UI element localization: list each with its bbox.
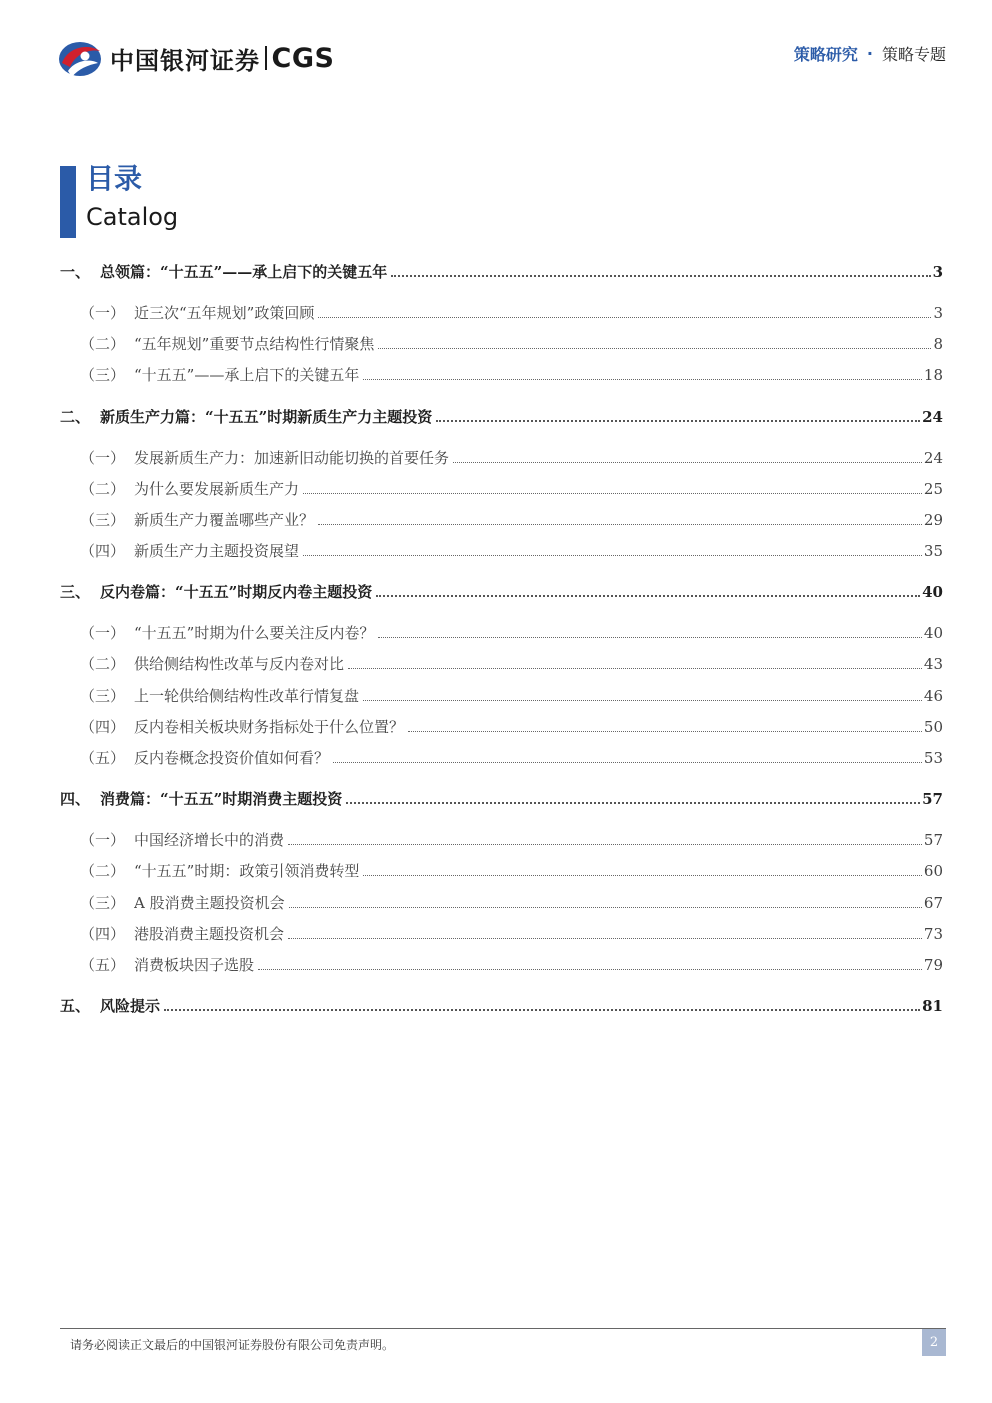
toc-entry-number: （一） xyxy=(80,449,126,467)
toc-entry-title: 新质生产力覆盖哪些产业？ xyxy=(134,511,315,529)
toc-entry-page: 24 xyxy=(923,449,943,467)
toc-entry-title: “十五五”——承上启下的关键五年 xyxy=(134,366,360,384)
toc-entry-number: 一、 xyxy=(60,263,91,281)
toc-subsection-entry[interactable] xyxy=(80,333,943,355)
page-number: 2 xyxy=(922,1329,946,1356)
category-label: 策略研究 xyxy=(793,45,858,64)
toc-entry-title: 反内卷相关板块财务指标处于什么位置？ xyxy=(134,718,405,736)
toc-entry-number: （二） xyxy=(80,480,126,498)
toc-section-entry[interactable] xyxy=(60,406,943,428)
toc-entry-number: 三、 xyxy=(60,583,91,601)
toc-entry-number: （三） xyxy=(80,366,126,384)
toc-dot-leader xyxy=(408,731,922,732)
toc-entry-number: （二） xyxy=(80,862,126,880)
toc-dot-leader xyxy=(363,700,922,701)
toc-entry-page: 29 xyxy=(923,511,943,529)
toc-dot-leader xyxy=(289,907,922,908)
toc-dot-leader xyxy=(318,524,922,525)
toc-subsection-entry[interactable] xyxy=(80,364,943,386)
toc-dot-leader xyxy=(346,802,920,804)
toc-entry-title: “十五五”时期：政策引领消费转型 xyxy=(134,862,360,880)
toc-entry-title: “十五五”时期为什么要关注反内卷？ xyxy=(134,624,375,642)
toc-entry-title: 反内卷概念投资价值如何看？ xyxy=(134,749,330,767)
toc-dot-leader xyxy=(378,348,931,349)
toc-entry-title: 中国经济增长中的消费 xyxy=(134,831,285,849)
toc-subsection-entry[interactable] xyxy=(80,860,943,882)
toc-entry-number: （三） xyxy=(80,511,126,529)
title-accent-bar xyxy=(60,166,76,238)
toc-entry-page: 60 xyxy=(923,862,943,880)
toc-subsection-entry[interactable] xyxy=(80,892,943,914)
toc-dot-leader xyxy=(258,969,922,970)
footer-disclaimer: 请务必阅读正文最后的中国银河证券股份有限公司免责声明。 xyxy=(70,1338,395,1352)
toc-entry-title: 总领篇：“十五五”——承上启下的关键五年 xyxy=(100,263,388,281)
report-type-label: 策略专题 xyxy=(881,45,946,64)
toc-dot-leader xyxy=(303,493,922,494)
toc-entry-title: 供给侧结构性改革与反内卷对比 xyxy=(134,655,345,673)
toc-dot-leader xyxy=(363,379,922,380)
toc-dot-leader xyxy=(376,595,920,597)
category-separator: · xyxy=(866,44,873,63)
toc-entry-title: 新质生产力篇：“十五五”时期新质生产力主题投资 xyxy=(100,408,433,426)
report-category xyxy=(794,42,946,65)
toc-subsection-entry[interactable] xyxy=(80,716,943,738)
logo-divider xyxy=(265,46,267,70)
toc-entry-title: 上一轮供给侧结构性改革行情复盘 xyxy=(134,687,360,705)
toc-section-entry[interactable] xyxy=(60,995,943,1017)
toc-dot-leader xyxy=(453,462,922,463)
toc-entry-number: （四） xyxy=(80,925,126,943)
toc-entry-page: 43 xyxy=(923,655,943,673)
toc-subsection-entry[interactable] xyxy=(80,653,943,675)
toc-entry-page: 18 xyxy=(923,366,943,384)
toc-entry-number: （三） xyxy=(80,894,126,912)
toc-entry-page: 24 xyxy=(922,408,943,426)
toc-entry-page: 40 xyxy=(922,583,943,601)
toc-entry-page: 40 xyxy=(923,624,943,642)
toc-dot-leader xyxy=(391,275,930,277)
catalog-title-en: Catalog xyxy=(86,203,179,231)
toc-entry-number: （四） xyxy=(80,542,126,560)
toc-entry-number: （一） xyxy=(80,624,126,642)
toc-entry-page: 73 xyxy=(923,925,943,943)
toc-dot-leader xyxy=(378,637,922,638)
toc-entry-title: 新质生产力主题投资展望 xyxy=(134,542,300,560)
toc-entry-title: 为什么要发展新质生产力 xyxy=(134,480,300,498)
toc-entry-number: 五、 xyxy=(60,997,91,1015)
toc-dot-leader xyxy=(363,875,922,876)
toc-dot-leader xyxy=(303,555,922,556)
logo-english-name: CGS xyxy=(271,42,335,74)
toc-section-entry[interactable] xyxy=(60,788,943,810)
toc-subsection-entry[interactable] xyxy=(80,622,943,644)
toc-subsection-entry[interactable] xyxy=(80,509,943,531)
toc-subsection-entry[interactable] xyxy=(80,923,943,945)
toc-subsection-entry[interactable] xyxy=(80,747,943,769)
toc-entry-page: 25 xyxy=(923,480,943,498)
toc-entry-title: 风险提示 xyxy=(100,997,161,1015)
toc-subsection-entry[interactable] xyxy=(80,685,943,707)
footer-divider xyxy=(60,1328,946,1329)
toc-entry-title: 反内卷篇：“十五五”时期反内卷主题投资 xyxy=(100,583,373,601)
toc-dot-leader xyxy=(333,762,922,763)
toc-entry-title: 消费篇：“十五五”时期消费主题投资 xyxy=(100,790,343,808)
toc-entry-title: A 股消费主题投资机会 xyxy=(134,894,285,912)
toc-dot-leader xyxy=(164,1009,920,1011)
toc-dot-leader xyxy=(288,938,922,939)
toc-entry-page: 67 xyxy=(923,894,943,912)
toc-entry-number: （四） xyxy=(80,718,126,736)
toc-section-entry[interactable] xyxy=(60,261,943,283)
toc-entry-title: 近三次“五年规划”政策回顾 xyxy=(134,304,315,322)
toc-entry-page: 53 xyxy=(923,749,943,767)
cgs-logo-icon xyxy=(58,37,104,79)
catalog-title-cn: 目录 xyxy=(86,162,143,195)
toc-entry-number: （二） xyxy=(80,335,126,353)
catalog-title-block xyxy=(60,162,179,238)
toc-dot-leader xyxy=(348,668,922,669)
toc-entry-number: （二） xyxy=(80,655,126,673)
toc-entry-page: 46 xyxy=(923,687,943,705)
toc-subsection-entry[interactable] xyxy=(80,954,943,976)
toc-entry-number: （一） xyxy=(80,831,126,849)
toc-section-entry[interactable] xyxy=(60,581,943,603)
toc-subsection-entry[interactable] xyxy=(80,540,943,562)
toc-entry-number: （五） xyxy=(80,749,126,767)
toc-entry-number: 二、 xyxy=(60,408,91,426)
toc-entry-number: （五） xyxy=(80,956,126,974)
toc-entry-title: “五年规划”重要节点结构性行情聚焦 xyxy=(134,335,375,353)
page-header xyxy=(0,0,992,80)
toc-entry-page: 57 xyxy=(923,831,943,849)
toc-subsection-entry[interactable] xyxy=(80,447,943,469)
toc-entry-page: 81 xyxy=(922,997,943,1015)
toc-subsection-entry[interactable] xyxy=(80,302,943,324)
toc-entry-page: 3 xyxy=(933,304,943,322)
toc-entry-page: 8 xyxy=(933,335,943,353)
toc-entry-page: 79 xyxy=(923,956,943,974)
toc-entry-title: 发展新质生产力：加速新旧动能切换的首要任务 xyxy=(134,449,450,467)
toc-entry-number: （一） xyxy=(80,304,126,322)
toc-dot-leader xyxy=(436,420,920,422)
company-logo xyxy=(58,37,334,79)
toc-entry-page: 35 xyxy=(923,542,943,560)
toc-entry-number: （三） xyxy=(80,687,126,705)
toc-entry-page: 50 xyxy=(923,718,943,736)
toc-entry-number: 四、 xyxy=(60,790,91,808)
toc-entry-page: 57 xyxy=(922,790,943,808)
toc-entry-title: 消费板块因子选股 xyxy=(134,956,255,974)
logo-chinese-name: 中国银河证券 xyxy=(110,46,260,75)
toc-dot-leader xyxy=(318,317,931,318)
toc-entry-page: 3 xyxy=(932,263,943,281)
toc-subsection-entry[interactable] xyxy=(80,478,943,500)
toc-entry-title: 港股消费主题投资机会 xyxy=(134,925,285,943)
toc-dot-leader xyxy=(288,844,922,845)
toc-subsection-entry[interactable] xyxy=(80,829,943,851)
